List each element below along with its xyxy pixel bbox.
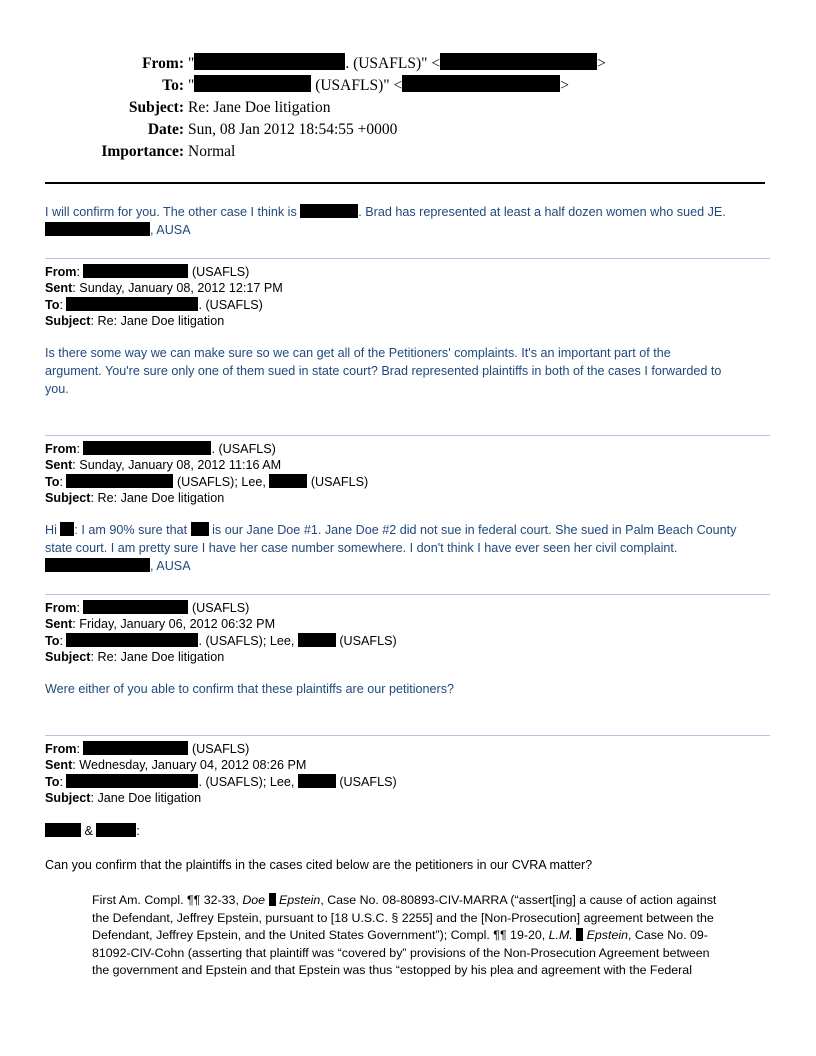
redaction-bar: [298, 633, 336, 647]
redaction-bar: [300, 204, 358, 218]
redaction-bar: [191, 522, 209, 536]
header-subject-value: Re: Jane Doe litigation: [188, 99, 331, 116]
header-from-quote: ": [188, 55, 195, 72]
header-date-value: Sun, 08 Jan 2012 18:54:55 +0000: [188, 121, 398, 138]
redaction-bar: [66, 474, 173, 488]
message-separator: [45, 594, 770, 595]
redaction-bar: [269, 893, 276, 906]
redaction-bar: [194, 75, 311, 92]
redaction-bar: [45, 222, 150, 236]
redaction-bar: [269, 474, 307, 488]
signature-title: , AUSA: [150, 223, 191, 237]
message-header: From: (USAFLS) Sent: Friday, January 06, 2012 06:32 PM To: . (USAFLS); Lee, (USAFLS) Subject: Re: Jane Doe litigation: [45, 601, 397, 664]
reply-body: I will confirm for you. The other case I think is . Brad has represented at least a half dozen women who sued JE. , AUSA: [45, 205, 726, 237]
header-from-label: From:: [142, 55, 184, 72]
message-separator: [45, 258, 770, 259]
header-from-row: [40, 53, 760, 74]
message-question: Can you confirm that the plaintiffs in the cases cited below are the petitioners in our CVRA matter?: [45, 858, 593, 872]
header-divider: [45, 182, 765, 184]
redaction-bar: [45, 823, 81, 837]
header-date-label: Date:: [147, 121, 184, 138]
redaction-bar: [83, 741, 188, 755]
header-to-org: (USAFLS)" <: [311, 77, 403, 94]
header-importance-label: Importance:: [101, 143, 184, 160]
header-to-row: [40, 75, 760, 96]
message-separator: [45, 735, 770, 736]
redaction-bar: [298, 774, 336, 788]
redaction-bar: [440, 53, 597, 70]
message-header: From: (USAFLS) Sent: Wednesday, January 04, 2012 08:26 PM To: . (USAFLS); Lee, (USAFLS) Subject: Jane Doe litigation: [45, 742, 397, 805]
header-date-row: [40, 119, 760, 140]
redaction-bar: [402, 75, 560, 92]
message-salutation: & :: [45, 822, 775, 840]
header-from-end: >: [597, 55, 606, 72]
message-header: From: . (USAFLS) Sent: Sunday, January 08, 2012 11:16 AM To: (USAFLS); Lee, (USAFLS) Subject: Re: Jane Doe litigation: [45, 442, 369, 505]
signature-title: , AUSA: [150, 559, 191, 573]
redaction-bar: [83, 600, 188, 614]
redaction-bar: [83, 441, 211, 455]
redaction-bar: [45, 558, 150, 572]
quoted-citation: First Am. Compl. ¶¶ 32-33, Doe Epstein, Case No. 08-80893-CIV-MARRA (“assert[ing] a cause of action against the Defendant, Jeffrey Epstein, pursuant to [18 U.S.C. § 2255] and the [Non-Prosecution] agreement between the Defendant, Jeffrey Epstein, and the United States Government”); Compl. ¶¶ 19-20, L.M. Epstein, Case No. 09- 81092-CIV-Cohn (asserting that plaintiff was “covered by” provisions of the Non-Prosecution Agreement between the government and Epstein and that Epstein was thus “estopped by his plea and agreement with the Federal: [92, 893, 717, 977]
redaction-bar: [60, 522, 74, 536]
message-header: From: (USAFLS) Sent: Sunday, January 08, 2012 12:17 PM To: . (USAFLS) Subject: Re: Jane Doe litigation: [45, 265, 283, 328]
redaction-bar: [576, 928, 583, 941]
redaction-bar: [66, 633, 198, 647]
header-to-end: >: [560, 77, 569, 94]
header-importance-row: [40, 141, 760, 162]
message-body: Were either of you able to confirm that these plaintiffs are our petitioners?: [45, 682, 455, 696]
redaction-bar: [66, 774, 198, 788]
header-subject-row: [40, 97, 760, 118]
redaction-bar: [83, 264, 188, 278]
header-importance-value: Normal: [188, 143, 236, 160]
message-body: Is there some way we can make sure so we can get all of the Petitioners' complaints. It's an important part of the argument. You're sure only one of them sued in state court? Brad represented plaintiffs in both of the cases I forwarded to you.: [45, 346, 722, 396]
message-body: Hi : I am 90% sure that is our Jane Doe #1. Jane Doe #2 did not sue in federal court. She sued in Palm Beach County state court. I am pretty sure I have her case number somewhere. I don't think I have ever seen her civil complaint. , AUSA: [45, 523, 737, 573]
redaction-bar: [96, 823, 136, 837]
header-to-label: To:: [162, 77, 184, 94]
header-subject-label: Subject:: [128, 99, 184, 116]
header-to-quote: ": [188, 77, 195, 94]
redaction-bar: [194, 53, 345, 70]
header-from-org: . (USAFLS)" <: [345, 55, 441, 72]
redaction-bar: [66, 297, 198, 311]
message-separator: [45, 435, 770, 436]
